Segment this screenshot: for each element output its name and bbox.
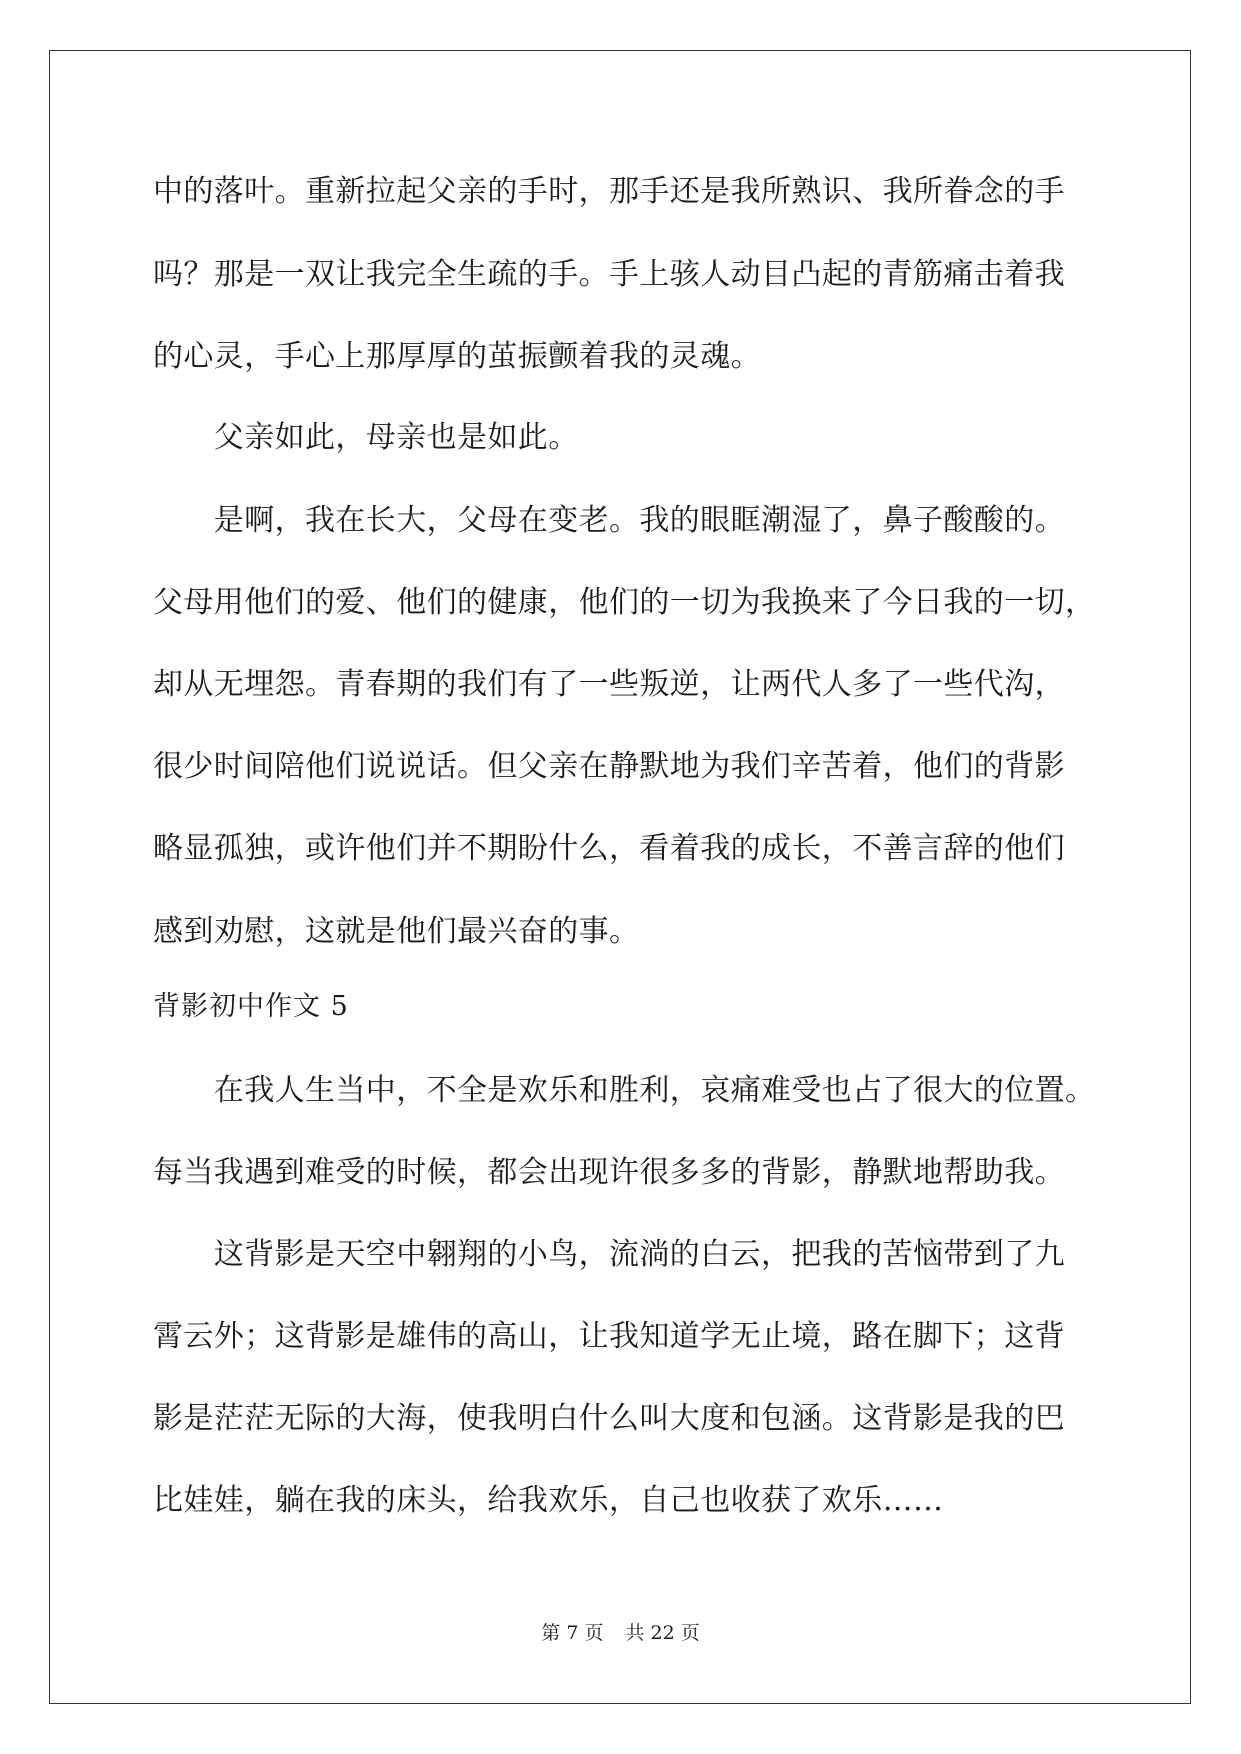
text-line: 略显孤独，或许他们并不期盼什么，看着我的成长，不善言辞的他们 <box>153 831 1065 866</box>
text-line: 这背影是天空中翱翔的小鸟，流淌的白云，把我的苦恼带到了九 <box>153 1237 1065 1272</box>
text-line: 在我人生当中，不全是欢乐和胜利，哀痛难受也占了很大的位置。 <box>153 1073 1096 1108</box>
text-line: 吗？那是一双让我完全生疏的手。手上骇人动目凸起的青筋痛击着我 <box>153 257 1065 292</box>
text-line: 很少时间陪他们说说话。但父亲在静默地为我们辛苦着，他们的背影 <box>153 749 1065 784</box>
text-line: 比娃娃，躺在我的床头，给我欢乐，自己也收获了欢乐…… <box>153 1483 944 1518</box>
text-line: 每当我遇到难受的时候，都会出现许很多多的背影，静默地帮助我。 <box>153 1155 1065 1190</box>
text-line: 是啊，我在长大，父母在变老。我的眼眶潮湿了，鼻子酸酸的。 <box>153 503 1065 538</box>
page-footer <box>0 1621 1241 1645</box>
text-line: 的心灵，手心上那厚厚的茧振颤着我的灵魂。 <box>153 339 761 374</box>
text-line: 感到劝慰，这就是他们最兴奋的事。 <box>153 914 640 949</box>
text-line: 影是茫茫无际的大海，使我明白什么叫大度和包涵。这背影是我的巴 <box>153 1401 1065 1436</box>
page-number: 第 7 页 <box>541 1622 604 1644</box>
text-line: 霄云外；这背影是雄伟的高山，让我知道学无止境，路在脚下；这背 <box>153 1319 1065 1354</box>
text-line: 父母用他们的爱、他们的健康，他们的一切为我换来了今日我的一切， <box>153 585 1096 620</box>
section-heading: 背影初中作文 5 <box>153 991 349 1022</box>
page-total: 共 22 页 <box>625 1622 700 1644</box>
text-line: 中的落叶。重新拉起父亲的手时，那手还是我所熟识、我所眷念的手 <box>153 174 1065 209</box>
text-line: 父亲如此，母亲也是如此。 <box>153 420 579 455</box>
page-border <box>49 50 1191 1704</box>
text-line: 却从无埋怨。青春期的我们有了一些叛逆，让两代人多了一些代沟， <box>153 667 1065 702</box>
